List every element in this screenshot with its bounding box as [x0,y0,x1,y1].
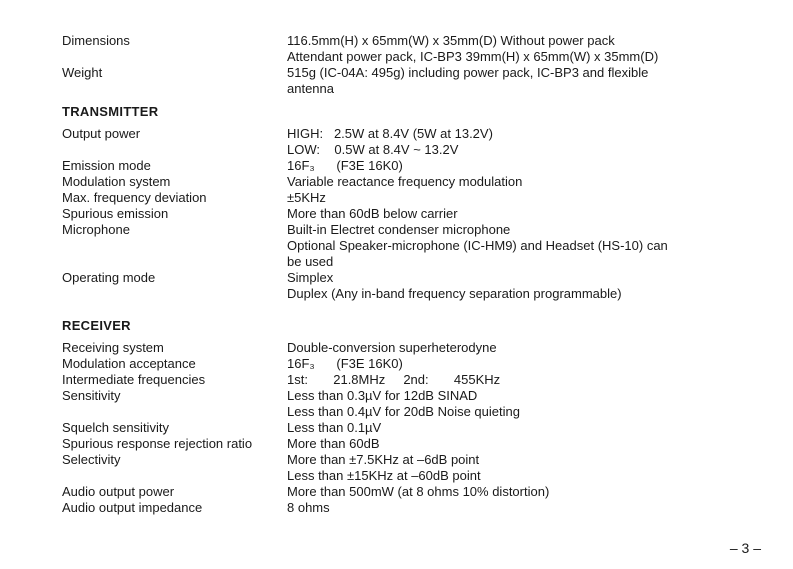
general-specs [62,33,742,97]
spec-label: Spurious response rejection ratio [62,436,253,451]
spec-row-selectivity [62,452,742,484]
spec-row-weight [62,65,742,97]
spec-value: Less than 0.4µV for 20dB Noise quieting [287,404,520,419]
spec-values [287,65,742,97]
spec-values [287,436,742,452]
spec-label: Spurious emission [62,206,169,221]
spec-label: Sensitivity [62,388,121,403]
spec-values [287,372,742,388]
spec-values [287,340,742,356]
transmitter-heading: TRANSMITTER [62,104,159,119]
spec-row-spurious-response-rejection [62,436,742,452]
spec-values [287,420,742,436]
spec-value: antenna [287,81,334,96]
transmitter-specs [62,126,742,302]
spec-values [287,190,742,206]
spec-value: be used [287,254,334,269]
spec-value: LOW: 0.5W at 8.4V ~ 13.2V [287,142,459,157]
spec-row-modulation-system [62,174,742,190]
spec-values [287,222,742,270]
spec-label: Squelch sensitivity [62,420,169,435]
spec-value: More than ±7.5KHz at –6dB point [287,452,480,467]
spec-label: Modulation system [62,174,171,189]
spec-value: More than 60dB [287,436,380,451]
spec-values [287,33,742,65]
spec-value: Variable reactance frequency modulation [287,174,523,189]
spec-label: Emission mode [62,158,151,173]
spec-label: Selectivity [62,452,121,467]
spec-label: Dimensions [62,33,130,48]
spec-values [287,500,742,516]
spec-value: HIGH: 2.5W at 8.4V (5W at 13.2V) [287,126,493,141]
receiver-specs [62,340,742,516]
spec-values [287,158,742,174]
spec-label: Audio output impedance [62,500,203,515]
receiver-heading: RECEIVER [62,318,131,333]
spec-value: Built-in Electret condenser microphone [287,222,511,237]
spec-label: Microphone [62,222,130,237]
spec-label: Operating mode [62,270,156,285]
spec-row-spurious-emission [62,206,742,222]
spec-value: 1st: 21.8MHz 2nd: 455KHz [287,372,501,387]
spec-row-output-power [62,126,742,158]
spec-value: Less than 0.3µV for 12dB SINAD [287,388,478,403]
spec-value: 515g (IC-04A: 495g) including power pack, IC-BP3 and flexible [287,65,649,80]
spec-value: 8 ohms [287,500,330,515]
spec-label: Output power [62,126,141,141]
spec-label: Max. frequency deviation [62,190,207,205]
spec-values [287,270,742,302]
spec-row-operating-mode [62,270,742,302]
spec-value: Less than ±15KHz at –60dB point [287,468,481,483]
spec-value: Attendant power pack, IC-BP3 39mm(H) x 65mm(W) x 35mm(D) [287,49,659,64]
spec-row-sensitivity [62,388,742,420]
spec-value: Double-conversion superheterodyne [287,340,497,355]
spec-values [287,484,742,500]
page-number: – 3 – [729,540,761,556]
spec-values [287,126,742,158]
spec-label: Intermediate frequencies [62,372,206,387]
spec-value: ±5KHz [287,190,326,205]
spec-label: Weight [62,65,103,80]
spec-value: Optional Speaker-microphone (IC-HM9) and Headset (HS-10) can [287,238,668,253]
spec-row-modulation-acceptance [62,356,742,372]
spec-row-intermediate-frequencies [62,372,742,388]
spec-value: Simplex [287,270,334,285]
spec-values [287,206,742,222]
spec-row-audio-output-impedance [62,500,742,516]
spec-label: Audio output power [62,484,175,499]
spec-row-receiving-system [62,340,742,356]
spec-row-dimensions [62,33,742,65]
spec-value: 16F₃ (F3E 16K0) [287,158,403,173]
spec-row-microphone [62,222,742,270]
spec-values [287,388,742,420]
spec-row-audio-output-power [62,484,742,500]
spec-row-emission-mode [62,158,742,174]
spec-value: 116.5mm(H) x 65mm(W) x 35mm(D) Without power pack [287,33,615,48]
spec-row-max-frequency-deviation [62,190,742,206]
spec-value: More than 500mW (at 8 ohms 10% distortion) [287,484,550,499]
spec-value: More than 60dB below carrier [287,206,458,221]
spec-values [287,452,742,484]
spec-value: Duplex (Any in-band frequency separation programmable) [287,286,622,301]
spec-value: Less than 0.1µV [287,420,382,435]
spec-row-squelch-sensitivity [62,420,742,436]
spec-value: 16F₃ (F3E 16K0) [287,356,403,371]
spec-label: Modulation acceptance [62,356,196,371]
spec-values [287,356,742,372]
spec-label: Receiving system [62,340,164,355]
spec-values [287,174,742,190]
